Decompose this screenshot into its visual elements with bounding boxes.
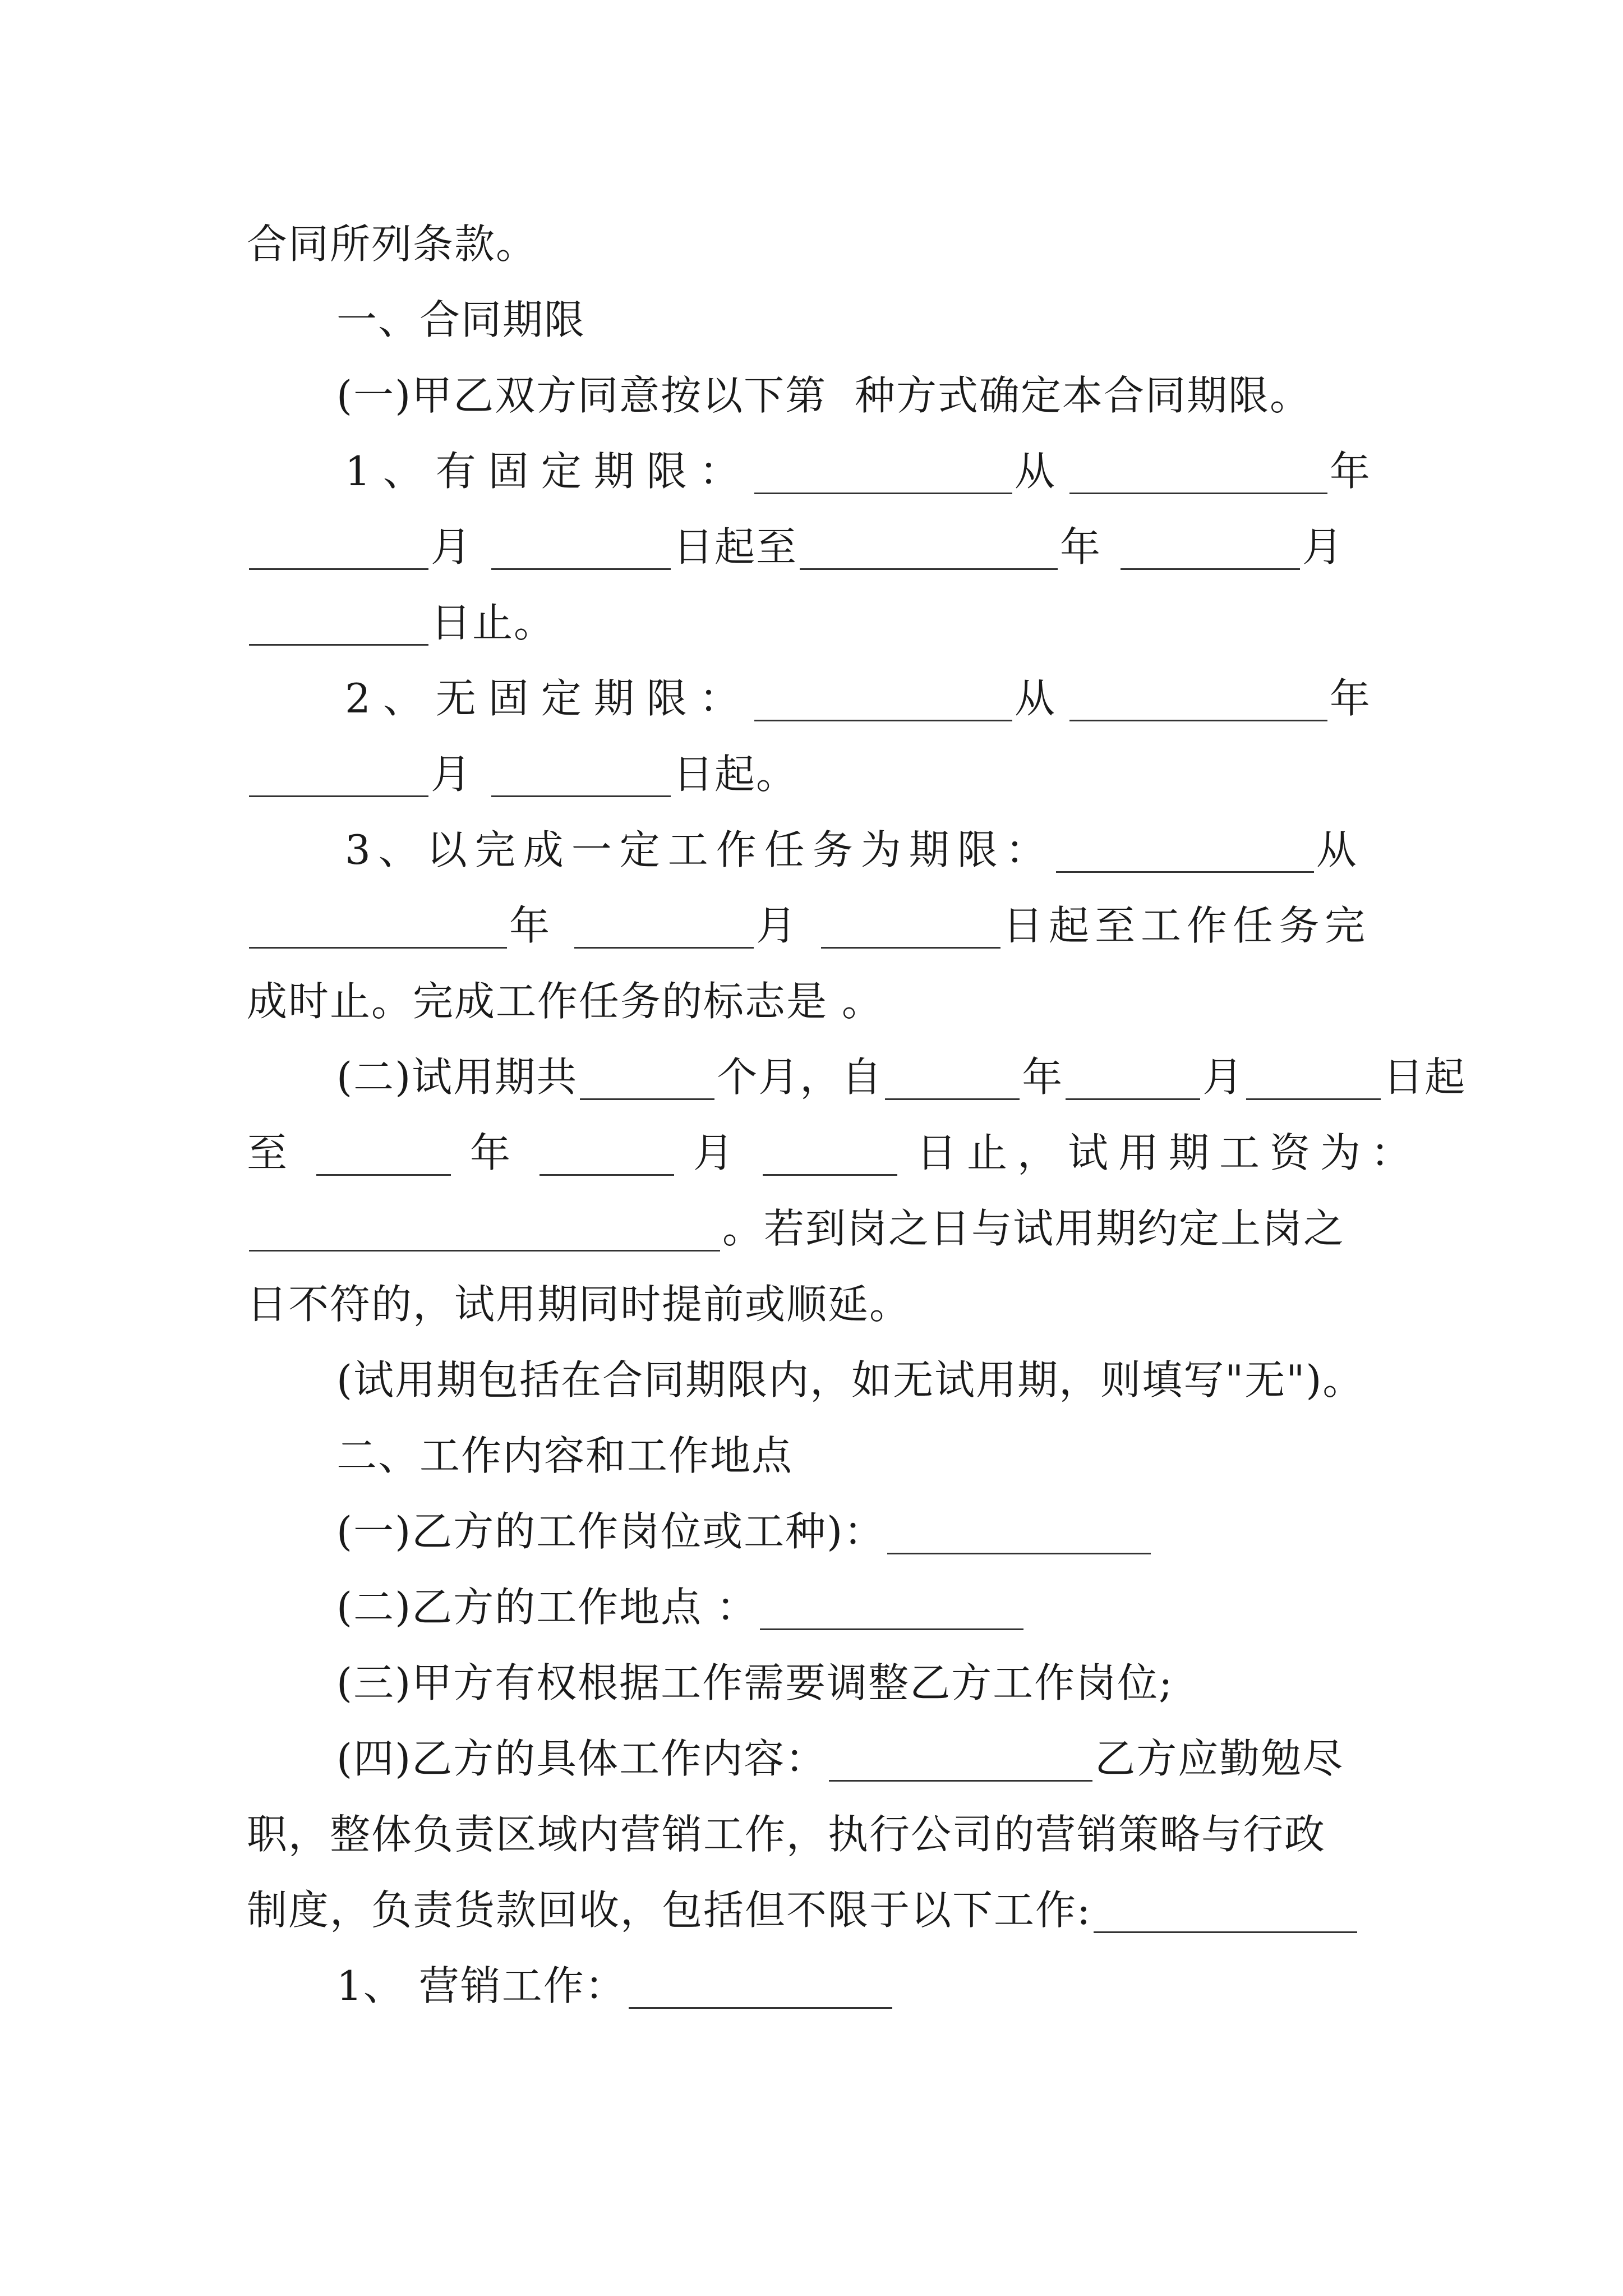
blank-field[interactable] — [249, 752, 428, 797]
text: 年 — [1329, 675, 1382, 722]
text: 乙方应勤勉尽 — [1095, 1735, 1344, 1782]
text-line — [247, 1276, 911, 1332]
text-line — [345, 822, 1364, 878]
blank-field[interactable] — [887, 1509, 1151, 1554]
blank-field[interactable] — [754, 676, 1012, 721]
text: 年 — [509, 902, 556, 949]
text: 1、 营销工作： — [336, 1962, 626, 2009]
text: 1、有固定期限： — [345, 448, 752, 495]
text-line — [247, 973, 883, 1029]
text-line — [247, 595, 555, 651]
blank-field[interactable] — [580, 1055, 714, 1100]
blank-field[interactable] — [316, 1130, 451, 1176]
section-heading — [336, 292, 585, 348]
text: 。若到岗之日与试用期约定上岗之 — [722, 1205, 1345, 1252]
text: 日起至 — [673, 523, 798, 570]
text: 个月，自 — [717, 1053, 883, 1101]
text: 日起 — [1383, 1053, 1467, 1101]
text-line — [247, 746, 797, 802]
text-line — [336, 1579, 1026, 1635]
text: (二)试用期共 — [336, 1053, 578, 1101]
text: (四)乙方的具体工作内容： — [336, 1735, 827, 1782]
text-line — [336, 1655, 1173, 1711]
text: 成时止。完成工作任务的标志是 。 — [247, 978, 883, 1025]
blank-field[interactable] — [574, 903, 754, 949]
text: (一)甲乙双方同意按以下第 种方式确定本合同期限。 — [336, 372, 1311, 419]
blank-field[interactable] — [249, 903, 507, 949]
text: 2、无固定期限： — [345, 675, 752, 722]
text-line — [247, 1806, 1326, 1862]
text: 日止，试用期工资为： — [916, 1129, 1422, 1176]
text: (三)甲方有权根据工作需要调整乙方工作岗位; — [336, 1659, 1174, 1706]
text-line — [345, 443, 1382, 499]
blank-field[interactable] — [754, 449, 1012, 494]
text: 月 — [756, 902, 803, 949]
blank-field[interactable] — [1056, 827, 1314, 873]
text: (一)乙方的工作岗位或工种)： — [336, 1508, 886, 1555]
text: 二、工作内容和工作地点 — [336, 1432, 794, 1479]
text: 职，整体负责区域内营销工作，执行公司的营销策略与行政 — [247, 1811, 1326, 1858]
blank-field[interactable] — [829, 1736, 1092, 1782]
blank-field[interactable] — [249, 1206, 720, 1251]
text: 月 — [1302, 523, 1344, 570]
blank-field[interactable] — [760, 1585, 1023, 1630]
text: 年 — [1060, 523, 1102, 570]
blank-field[interactable] — [629, 1963, 892, 2009]
blank-field[interactable] — [1121, 524, 1300, 570]
text: 月 — [431, 751, 473, 798]
blank-field[interactable] — [821, 903, 1000, 949]
text: 日起至工作任务完 — [1003, 902, 1371, 949]
text: 从 — [1316, 826, 1364, 873]
text: 年 — [1022, 1053, 1064, 1101]
blank-field[interactable] — [249, 524, 428, 570]
text-line — [336, 1731, 1344, 1787]
text-line — [247, 1200, 1345, 1257]
text-line — [336, 1049, 1466, 1105]
blank-field[interactable] — [885, 1055, 1020, 1100]
blank-field[interactable] — [1066, 1055, 1200, 1100]
text-line — [336, 1503, 1153, 1559]
section-heading — [336, 1428, 793, 1484]
text-line — [247, 519, 1344, 575]
blank-field[interactable] — [1094, 1888, 1357, 1933]
text: (试用期包括在合同期限内，如无试用期，则填写"无")。 — [336, 1356, 1364, 1404]
blank-field[interactable] — [800, 524, 1058, 570]
text: (二)乙方的工作地点 ： — [336, 1584, 758, 1631]
text: 制度，负责货款回收，包括但不限于以下工作: — [247, 1887, 1092, 1934]
text-line — [336, 367, 1311, 424]
blank-field[interactable] — [1246, 1055, 1381, 1100]
blank-field[interactable] — [1069, 449, 1327, 494]
blank-field[interactable] — [249, 600, 428, 646]
text: 一、合同期限 — [336, 296, 586, 343]
blank-field[interactable] — [1069, 676, 1327, 721]
text: 月 — [1202, 1053, 1244, 1101]
text: 年 — [470, 1129, 521, 1176]
text: 3、以完成一定工作任务为期限： — [345, 826, 1054, 873]
text: 合同所列条款。 — [247, 220, 538, 268]
blank-field[interactable] — [491, 752, 671, 797]
text: 日不符的，试用期同时提前或顺延。 — [247, 1281, 911, 1328]
blank-field[interactable] — [763, 1130, 897, 1176]
text-line — [247, 1882, 1359, 1938]
text: 月 — [693, 1129, 744, 1176]
text: 从 — [1014, 448, 1067, 495]
blank-field[interactable] — [491, 524, 671, 570]
text: 月 — [431, 523, 473, 570]
text: 年 — [1329, 448, 1382, 495]
text-line — [247, 216, 537, 272]
text-line — [336, 1958, 895, 2014]
text: 日止。 — [431, 599, 556, 646]
blank-field[interactable] — [540, 1130, 674, 1176]
text: 至 — [247, 1129, 298, 1176]
text-line — [345, 670, 1382, 726]
text: 从 — [1014, 675, 1067, 722]
text: 日起。 — [673, 751, 798, 798]
text-line — [247, 1125, 1421, 1181]
note-line — [336, 1352, 1364, 1408]
text-line — [247, 898, 1371, 954]
